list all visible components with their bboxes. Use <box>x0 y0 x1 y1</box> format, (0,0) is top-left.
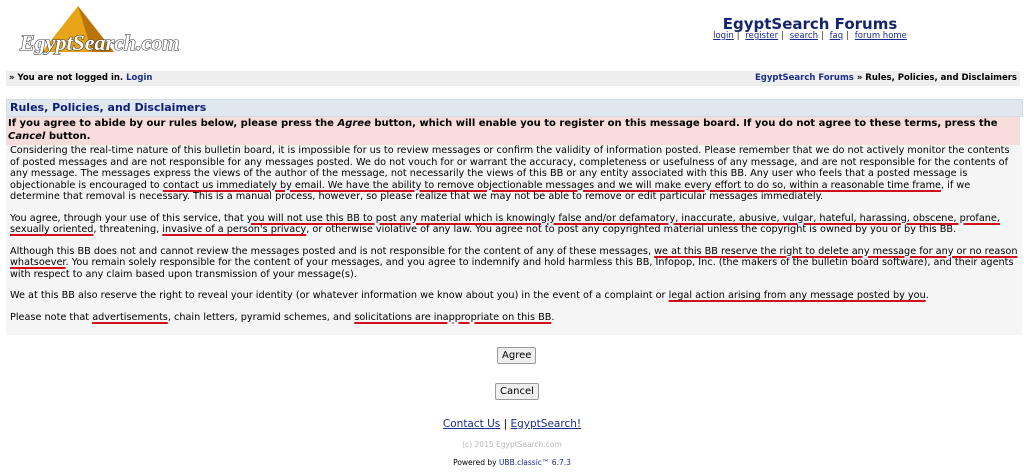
footer-links: Contact Us | EgyptSearch! <box>442 418 582 430</box>
contact-us-link[interactable]: Contact Us <box>442 418 501 430</box>
breadcrumb <box>755 73 1017 83</box>
ubb-link[interactable]: UBB.classic™ 6.7.3 <box>498 458 571 467</box>
breadcrumb-forums-link[interactable]: EgyptSearch Forums <box>754 73 854 83</box>
copyright: (c) 2015 EgyptSearch.com <box>462 440 562 449</box>
register-link[interactable]: register <box>745 31 779 41</box>
agree-button[interactable]: Agree <box>497 347 536 364</box>
breadcrumb-current: » Rules, Policies, and Disclaimers <box>856 73 1017 83</box>
cancel-button[interactable]: Cancel <box>495 383 539 400</box>
status-login-link[interactable]: Login <box>126 73 153 83</box>
rules-paragraph-1: Considering the real-time nature of this bulletin board, it is impossible for us to review messages or confirm the validity of information posted. Please remember that we do not actively monitor the contents of posted messages and are not responsible for any messages posted. We do not vouch for or warrant the accuracy, completeness or usefulness of any message, and are not responsible for the contents of any message. The messages express the views of the author of the message, not necessarily the views of this BB or any entity associated with this BB. Any user who feels that a posted message is objectionable is encouraged to contact us immediately by email. We have the ability to remove objectionable messages and we will make every effort to do so, within a reasonable time frame, if we determine that removal is necessary. This is a manual process, however, so please realize that we may not be able to remove or edit particular messages immediately. <box>10 145 1010 202</box>
forum-home-link[interactable]: forum home <box>854 31 907 41</box>
search-link[interactable]: search <box>789 31 818 41</box>
rules-paragraph-5: Please note that advertisements, chain letters, pyramid schemes, and solicitations are inappropriate on this BB. <box>10 311 555 323</box>
rules-paragraph-2: You agree, through your use of this service, that you will not use this BB to post any material which is knowingly false and/or defamatory, inaccurate, abusive, vulgar, hateful, harassing, obscene, profane, sexually oriented, threatening, invasive of a person's privacy, or otherwise violative of any law. You agree not to post any copyrighted material unless the copyright is owned by you or by this BB. <box>10 212 1000 235</box>
logo-text: EgyptSearch.com <box>20 30 180 55</box>
rules-body <box>6 145 1022 335</box>
powered-by: Powered by UBB.classic™ 6.7.3 <box>453 458 571 467</box>
rules-heading: Rules, Policies, and Disclaimers <box>6 99 1023 117</box>
egyptsearch-logo[interactable] <box>14 2 210 60</box>
top-nav-links: login | register | search | faq | forum home <box>713 31 907 41</box>
rules-paragraph-3: Although this BB does not and cannot review the messages posted and is not responsible for the content of any of these messages, we at this BB reserve the right to delete any message for any or no reason whatsoever. You remain solely responsible for the content of your messages, and you agree to indemnify and hold harmless this BB, Infopop, Inc. (the makers of the bulletin board software), and their agents with respect to any claim based upon transmission of your message(s). <box>10 245 1018 280</box>
login-status: » You are not logged in. Login <box>9 73 153 83</box>
login-link[interactable]: login <box>713 31 734 41</box>
rules-intro: If you agree to abide by our rules below, please press the Agree button, which will enable you to register on this message board. If you do not agree to these terms, press the Cancel button. <box>6 117 1020 145</box>
faq-link[interactable]: faq <box>829 31 844 41</box>
status-bar <box>6 71 1020 86</box>
egyptsearch-home-link[interactable]: EgyptSearch! <box>510 418 582 430</box>
rules-paragraph-4: We at this BB also reserve the right to reveal your identity (or whatever information we know about you) in the event of a complaint or legal action arising from any message posted by you. <box>10 290 929 301</box>
forum-title: EgyptSearch Forums <box>722 15 898 33</box>
